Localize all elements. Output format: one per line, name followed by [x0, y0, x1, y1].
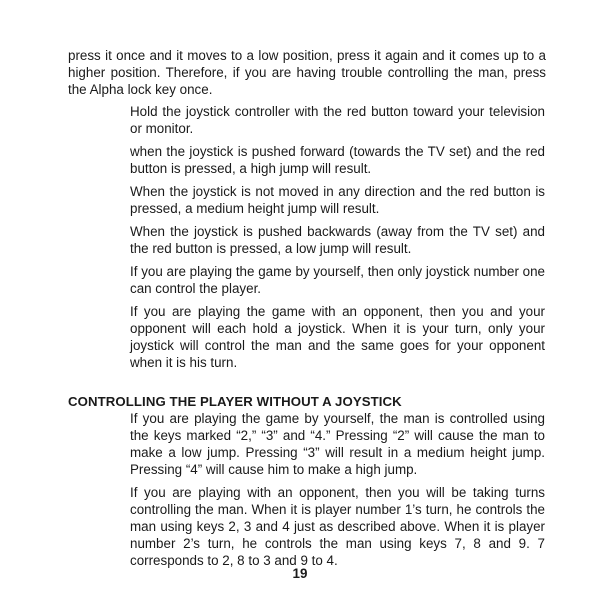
- intro-paragraph: press it once and it moves to a low position, press it again and it comes up to a higher position. Therefore, if you are having trouble controlling the man, press the Alpha lock key once.: [68, 48, 546, 97]
- joystick-paragraph-forward: when the joystick is pushed forward (towards the TV set) and the red button is pressed, a high jump will result.: [130, 144, 545, 176]
- joystick-paragraph-opponent: If you are playing the game with an opponent, then you and your opponent will each hold a joystick. When it is your turn, only your joystick will control the man and the same goes for your opponent when it is his turn.: [130, 304, 545, 370]
- joystick-paragraph-hold: Hold the joystick controller with the red button toward your television or monitor.: [130, 104, 545, 136]
- keyboard-paragraph-solo: If you are playing the game by yourself, the man is controlled using the keys marked “2,” “3” and “4.” Pressing “2” will cause the man to make a low jump. Pressing “3” will result in a medium height jump. Pressing “4” will cause him to make a high jump.: [130, 411, 545, 477]
- joystick-instructions: [130, 103, 545, 377]
- joystick-paragraph-backward: When the joystick is pushed backwards (away from the TV set) and the red button is pressed, a low jump will result.: [130, 224, 545, 256]
- section-heading: CONTROLLING THE PLAYER WITHOUT A JOYSTICK: [68, 394, 402, 409]
- page-number: 19: [292, 566, 308, 581]
- keyboard-instructions: [130, 410, 545, 575]
- joystick-paragraph-neutral: When the joystick is not moved in any direction and the red button is pressed, a medium height jump will result.: [130, 184, 545, 216]
- keyboard-paragraph-opponent: If you are playing with an opponent, then you will be taking turns controlling the man. When it is player number 1’s turn, he controls the man using keys 2, 3 and 4 just as described above. When it is player number 2’s turn, he controls the man using keys 7, 8 and 9. 7 corresponds to 2, 8 to 3 and 9 to 4.: [130, 485, 545, 568]
- joystick-paragraph-solo: If you are playing the game by yourself, then only joystick number one can control the player.: [130, 264, 545, 296]
